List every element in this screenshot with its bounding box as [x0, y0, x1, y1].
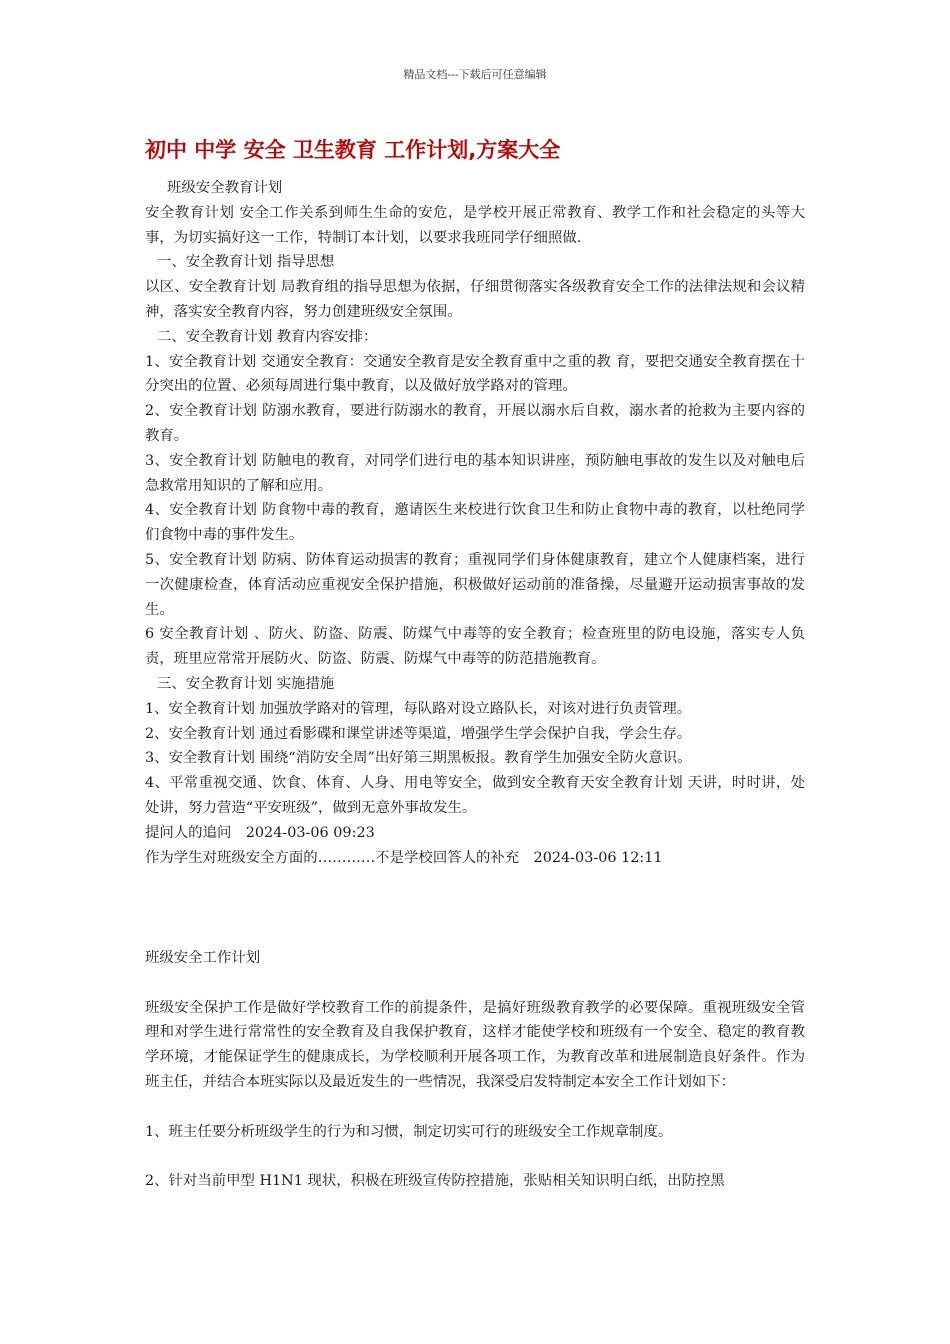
- list-item: 3、安全教育计划 防触电的教育，对同学们进行电的基本知识讲座，预防触电事故的发生以及对触电后急救常用知识的了解和应用。: [145, 452, 805, 494]
- list-item: 6 安全教育计划 、防火、防盗、防震、防煤气中毒等的安全教育；检查班里的防电设施，落实专人负责，班里应常常开展防火、防盗、防震、防煤气中毒等的防范措施教育。: [145, 626, 805, 668]
- header-note: 精品文档---下载后可任意编辑: [403, 68, 547, 81]
- list-item: 2、针对当前甲型 H1N1 现状，积极在班级宣传防控措施，张贴相关知识明白纸，出防控黑: [145, 1173, 725, 1190]
- list-item: 4、安全教育计划 防食物中毒的教育，邀请医生来校进行饮食卫生和防止食物中毒的教育，以杜绝同学们食物中毒的事件发生。: [145, 502, 805, 544]
- document-title: 初中 中学 安全 卫生教育 工作计划,方案大全: [145, 138, 561, 162]
- spacer: [145, 971, 805, 996]
- heading-guiding-thought: 一、安全教育计划 指导思想: [157, 254, 335, 271]
- list-item: 1、安全教育计划 交通安全教育：交通安全教育是安全教育重中之重的教 育，要把交通安全教育摆在十分突出的位置、必须每周进行集中教育，以及做好放学路对的管理。: [145, 353, 805, 395]
- section-class-safety-work-plan: [145, 946, 805, 1194]
- list-item: 5、安全教育计划 防病、防体育运动损害的教育；重视同学们身体健康教育，建立个人健康档案，进行一次健康检查，体育活动应重视安全保护措施，积极做好运动前的准备操，尽量避开运动损害事故的发生。: [145, 551, 805, 618]
- list-item: 2、安全教育计划 防溺水教育，要进行防溺水的教育，开展以溺水后自救，溺水者的抢救为主要内容的教育。: [145, 403, 805, 444]
- paragraph-guiding-thought: 以区、安全教育计划 局教育组的指导思想为依据，仔细贯彻落实各级教育安全工作的法律法规和会议精神，落实安全教育内容，努力创建班级安全氛围。: [145, 279, 805, 320]
- heading-measures: 三、安全教育计划 实施措施: [157, 675, 335, 692]
- section-class-safety-education-plan: [145, 176, 805, 870]
- list-item: 3、安全教育计划 围绕“消防安全周”出好第三期黑板报。教育学生加强安全防火意识。: [145, 750, 692, 767]
- list-item: 4、平常重视交通、饮食、体育、人身、用电等安全，做到安全教育天安全教育计划 天讲，时时讲，处处讲，努力营造“平安班级”，做到无意外事故发生。: [145, 775, 805, 816]
- spacer: [145, 1095, 805, 1120]
- followup-question: 提问人的追问 2024-03-06 09:23: [145, 824, 375, 841]
- section-heading: 班级安全工作计划: [145, 950, 261, 966]
- list-item: 1、班主任要分析班级学生的行为和习惯，制定切实可行的班级安全工作规章制度。: [145, 1123, 673, 1140]
- answer-supplement: 作为学生对班级安全方面的…………不是学校回答人的补充 2024-03-06 12:11: [145, 849, 663, 866]
- paragraph-intro: 安全教育计划 安全工作关系到师生生命的安危，是学校开展正常教育、教学工作和社会稳定的头等大事，为切实搞好这一工作，特制订本计划，以要求我班同学仔细照做.: [145, 204, 805, 246]
- section-heading: 班级安全教育计划: [167, 180, 283, 196]
- heading-education-content: 二、安全教育计划 教育内容安排：: [157, 328, 378, 345]
- paragraph-intro: 班级安全保护工作是做好学校教育工作的前提条件，是搞好班级教育教学的必要保障。重视班级安全管理和对学生进行常常性的安全教育及自我保护教育，这样才能使学校和班级有一个安全、稳定的教育教学环境，才能保证学生的健康成长，为学校顺利开展各项工作，为教育改革和进展制造良好条件。作为班主任，并结合本班实际以及最近发生的一些情况，我深受启发特制定本安全工作计划如下：: [145, 999, 805, 1090]
- list-item: 2、安全教育计划 通过看影碟和课堂讲述等渠道，增强学生学会保护自我，学会生存。: [145, 725, 692, 742]
- spacer: [145, 1144, 805, 1169]
- list-item: 1、安全教育计划 加强放学路对的管理，每队路对设立路队长，对该对进行负责管理。: [145, 700, 692, 717]
